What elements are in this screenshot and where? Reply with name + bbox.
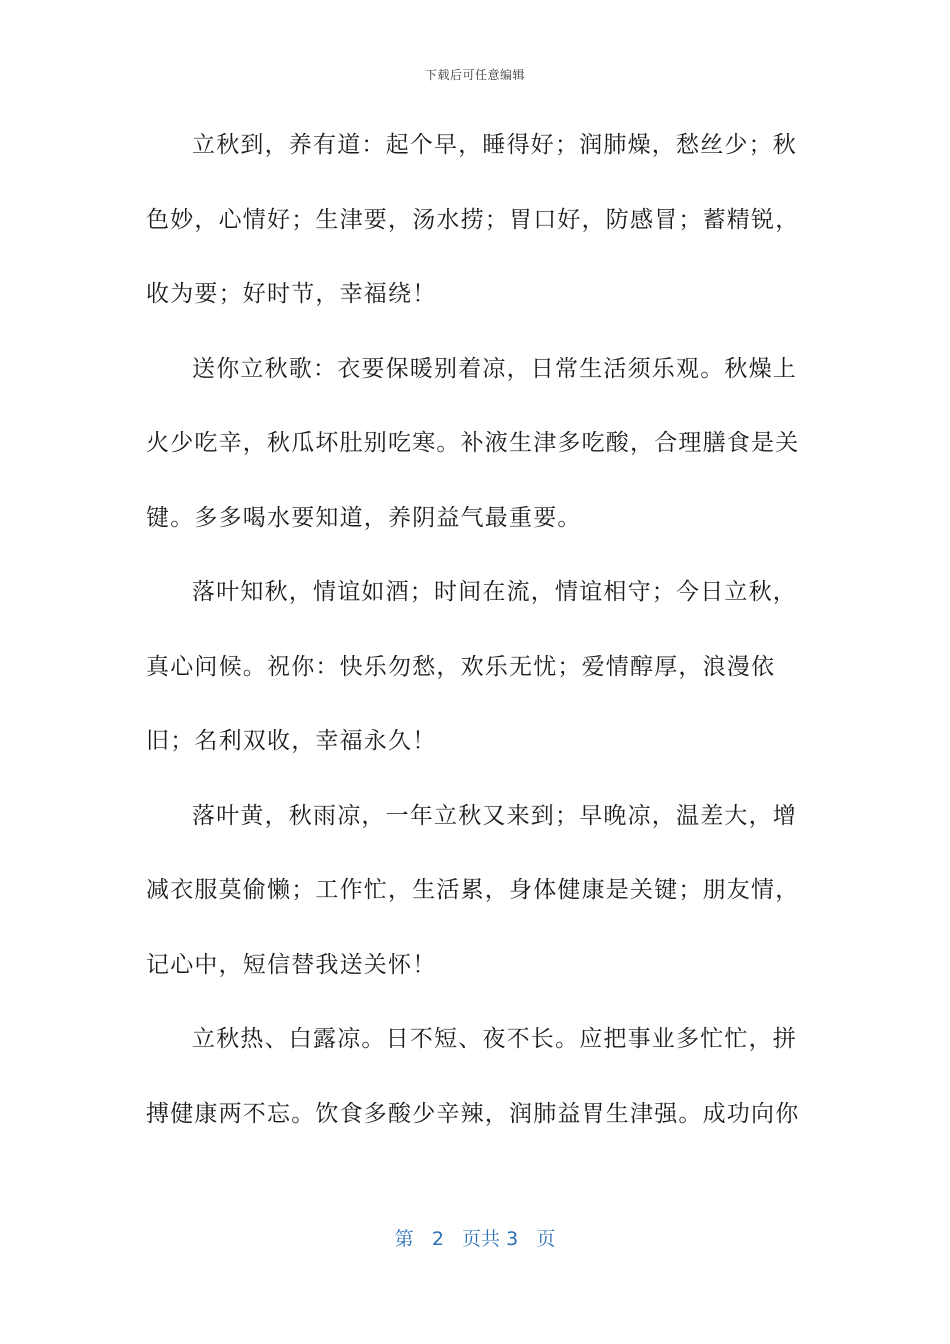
page-number-footer bbox=[0, 1224, 950, 1251]
paragraph-4: 落叶黄，秋雨凉，一年立秋又来到；早晚凉，温差大，增减衣服莫偷懒；工作忙，生活累，身体健康是关键；朋友情，记心中，短信替我送关怀！ bbox=[146, 802, 800, 978]
footer-middle: 页共 bbox=[462, 1228, 501, 1250]
paragraph-2: 送你立秋歌：衣要保暖别着凉，日常生活须乐观。秋燥上火少吃辛，秋瓜坏肚别吃寒。补液生津多吃酸，合理膳食是关键。多多喝水要知道，养阴益气最重要。 bbox=[146, 355, 800, 531]
document-body bbox=[146, 108, 806, 1151]
paragraph-5: 立秋热、白露凉。日不短、夜不长。应把事业多忙忙，拼搏健康两不忘。饮食多酸少辛辣，润肺益胃生津强。成功向你 bbox=[146, 1026, 800, 1127]
paragraph-3: 落叶知秋，情谊如酒；时间在流，情谊相守；今日立秋，真心问候。祝你：快乐勿愁，欢乐无忧；爱情醇厚，浪漫依旧；名利双收，幸福永久！ bbox=[146, 579, 797, 754]
footer-prefix: 第 bbox=[394, 1228, 414, 1250]
page-header: 下载后可任意编辑 bbox=[424, 68, 525, 82]
footer-suffix: 页 bbox=[536, 1228, 556, 1250]
footer-current-page: 2 bbox=[431, 1228, 444, 1250]
paragraph-1: 立秋到，养有道：起个早，睡得好；润肺燥，愁丝少；秋色妙，心情好；生津要，汤水捞；胃口好，防感冒；蓄精锐，收为要；好时节，幸福绕！ bbox=[146, 132, 800, 307]
footer-total-pages: 3 bbox=[506, 1228, 519, 1250]
